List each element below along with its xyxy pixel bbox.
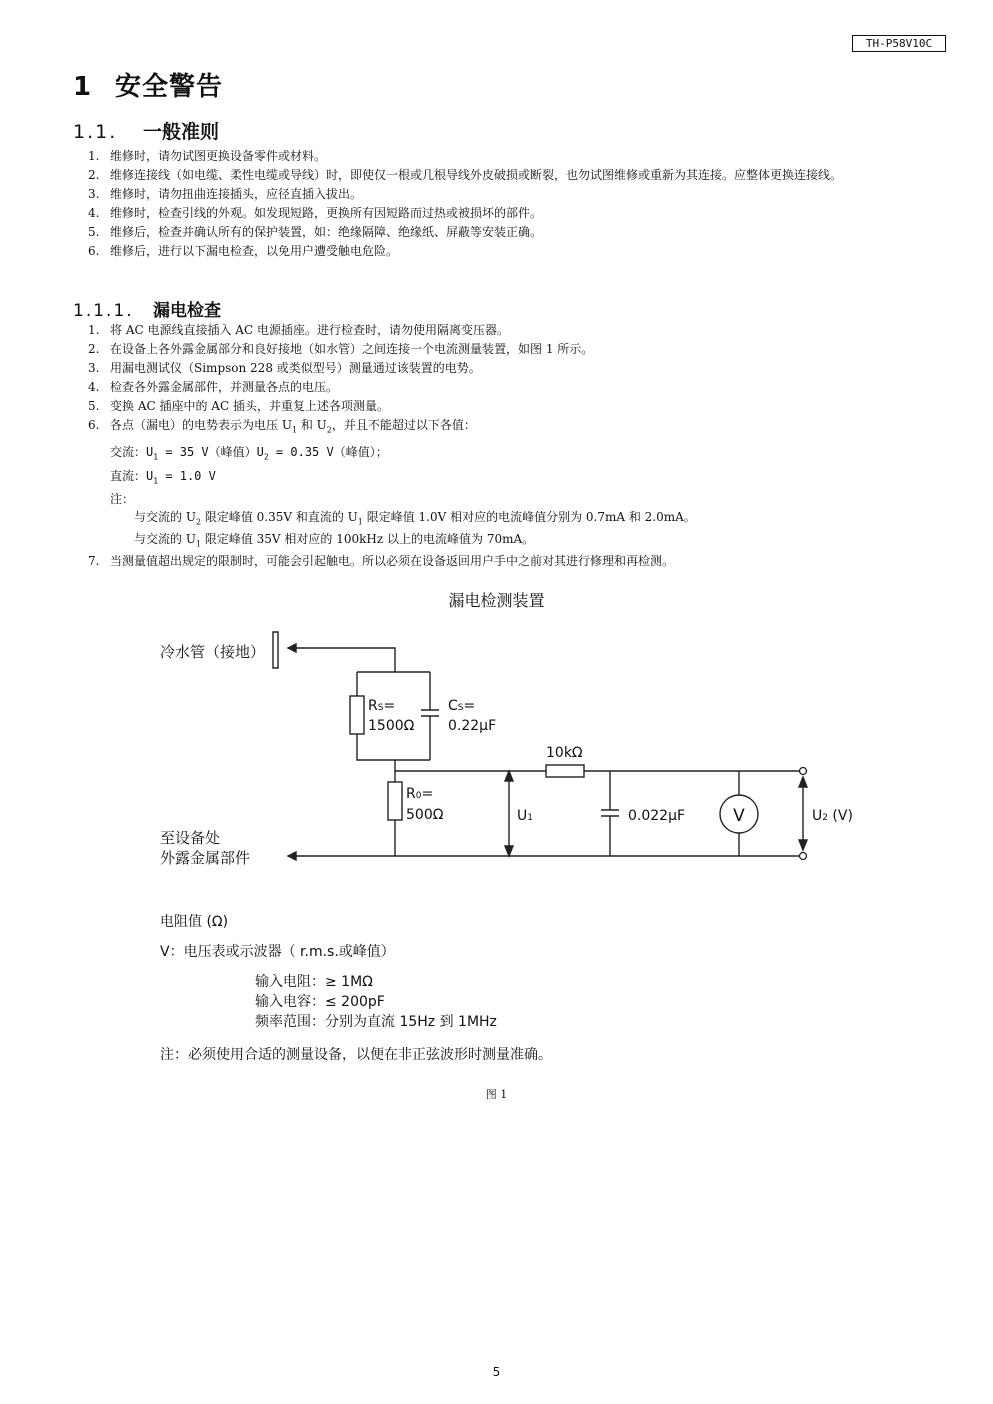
r0-label <box>406 786 433 802</box>
u2-unit: (V) <box>827 808 853 824</box>
subscript: 1 <box>357 517 363 527</box>
subscript: 1 <box>195 539 202 549</box>
item-number: 4. <box>88 206 100 220</box>
terminal-bottom <box>800 853 807 860</box>
rs-equals: = <box>383 698 396 714</box>
item-number: 5. <box>88 399 100 413</box>
cap-value-label: 0.022μF <box>628 808 686 824</box>
r0-subscript: 0 <box>415 791 422 801</box>
item-text: 在设备上各外露金属部分和良好接地（如水管）之间连接一个电流测量装置，如图 1 所示。 <box>110 342 594 356</box>
spec-input-resistance: 输入电阻：≥ 1MΩ <box>255 974 373 990</box>
item-text: 维修时，请勿试图更换设备零件或材料。 <box>110 149 327 163</box>
rs-label <box>368 698 395 714</box>
page-number: 5 <box>492 1365 501 1379</box>
subsection-title: 一般准则 <box>143 121 220 143</box>
note-text: 限定峰值 1.0V 相对应的电流峰值分别为 0.7mA 和 2.0mA。 <box>362 510 696 524</box>
subsection-number: 1.1. <box>73 121 118 143</box>
section-title: 安全警告 <box>115 72 224 102</box>
wire-to-pipe <box>288 648 395 672</box>
item-text: 检查各外露金属部件，并测量各点的电压。 <box>110 380 339 394</box>
u1-symbol: U <box>517 808 528 824</box>
subscript: 1 <box>291 425 298 435</box>
voltmeter-description: V：电压表或示波器（ r.m.s.或峰值） <box>160 944 395 960</box>
r0-equals: = <box>421 786 434 802</box>
r0-resistor <box>388 782 402 820</box>
item-number: 2. <box>88 342 100 356</box>
ac-text: = 35 V（峰值）U <box>158 445 264 459</box>
section-number: 1 <box>73 72 93 102</box>
item-text: 将 AC 电源线直接插入 AC 电源插座。进行检查时，请勿使用隔离变压器。 <box>110 323 509 337</box>
water-pipe-terminal <box>273 632 278 668</box>
item-text: 维修后，检查并确认所有的保护装置，如：绝缘隔障、绝缘纸、屏蔽等安装正确。 <box>110 225 543 239</box>
figure-title: 漏电检测装置 <box>448 591 545 610</box>
r0-value: 500Ω <box>406 807 444 823</box>
rs-bottom-wire <box>357 734 430 760</box>
u1-subscript: 1 <box>527 813 533 823</box>
cap-0022 <box>601 810 619 816</box>
subscript: 2 <box>326 425 332 435</box>
dc-text: 直流：U <box>110 469 154 483</box>
resistance-unit-note: 电阻值 (Ω) <box>160 914 229 930</box>
voltmeter-label: V <box>733 806 745 826</box>
ac-text: = 0.35 V（峰值）； <box>268 445 388 459</box>
item-text: 维修时，检查引线的外观。如发现短路，更换所有因短路而过热或被损坏的部件。 <box>110 206 543 220</box>
cs-capacitor <box>421 710 439 716</box>
note-text: 限定峰值 35V 相对应的 100kHz 以上的电流峰值为 70mA。 <box>201 532 535 546</box>
r0-symbol: R <box>406 786 416 802</box>
u2-symbol: U <box>812 808 823 824</box>
item-text: 用漏电测试仪（Simpson 228 或类似型号）测量通过该装置的电势。 <box>110 361 481 375</box>
arrow-head <box>799 777 807 787</box>
cs-subscript: S <box>457 703 464 713</box>
leak-check-number: 1.1.1. <box>73 301 134 321</box>
terminal-top <box>800 768 807 775</box>
arrow-head <box>505 771 513 781</box>
cs-equals: = <box>463 698 476 714</box>
subscript: 2 <box>263 452 269 462</box>
item-number: 6. <box>88 244 100 258</box>
spec-frequency-range: 频率范围：分别为直流 15Hz 到 1MHz <box>255 1014 497 1030</box>
note-text: 限定峰值 0.35V 和直流的 U <box>201 510 358 524</box>
ac-text: 交流：U <box>110 445 154 459</box>
metal-parts-label-1: 至设备处 <box>160 829 221 847</box>
arrow-head <box>288 644 296 652</box>
item-number: 5. <box>88 225 100 239</box>
u1-label <box>517 808 533 824</box>
item-text: 当测量值超出规定的限制时，可能会引起触电。所以必须在设备返回用户手中之前对其进行修理和再检测。 <box>110 554 675 568</box>
subscript: 1 <box>153 476 159 486</box>
measurement-note: 注：必须使用合适的测量设备，以便在非正弦波形时测量准确。 <box>160 1047 552 1063</box>
note-text: 与交流的 U <box>134 532 196 546</box>
cs-value: 0.22μF <box>448 718 497 734</box>
item-text: ，并且不能超过以下各值： <box>331 418 476 432</box>
leak-check-title: 漏电检查 <box>153 301 221 321</box>
u2-subscript: 2 <box>822 813 828 823</box>
u2-label <box>812 808 853 824</box>
subscript: 2 <box>195 517 202 527</box>
item-text: 和 U <box>297 418 327 432</box>
item-text: 维修后，进行以下漏电检查，以免用户遭受触电危险。 <box>110 244 399 258</box>
item-number: 1. <box>88 149 100 163</box>
figure-caption: 图 1 <box>485 1088 508 1101</box>
spec-input-capacitance: 输入电容：≤ 200pF <box>255 994 385 1010</box>
cs-symbol: C <box>448 698 458 714</box>
item-number: 2. <box>88 168 100 182</box>
item-text: 各点（漏电）的电势表示为电压 U <box>110 418 292 432</box>
subscript: 1 <box>153 452 159 462</box>
item-number: 3. <box>88 187 100 201</box>
rs-subscript: S <box>377 703 384 713</box>
r10k-label: 10kΩ <box>546 745 583 761</box>
dc-text: = 1.0 V <box>158 469 216 483</box>
arrow-head <box>505 846 513 856</box>
item-number: 1. <box>88 323 100 337</box>
item-number: 3. <box>88 361 100 375</box>
item-text: 变换 AC 插座中的 AC 插头，并重复上述各项测量。 <box>110 399 389 413</box>
metal-parts-label-2: 外露金属部件 <box>160 849 251 867</box>
item-text: 维修时，请勿扭曲连接插头，应径直插入拔出。 <box>110 187 363 201</box>
cs-label <box>448 698 475 714</box>
arrow-head <box>288 852 296 860</box>
item-text: 维修连接线（如电缆、柔性电缆或导线）时，即使仅一根或几根导线外皮破损或断裂，也勿试图维修或重新为其连接。应整体更换连接线。 <box>110 168 843 182</box>
item-number: 4. <box>88 380 100 394</box>
resistor-10k <box>546 765 584 777</box>
water-pipe-label: 冷水管（接地） <box>160 643 266 661</box>
item-number: 6. <box>88 418 100 432</box>
rs-symbol: R <box>368 698 378 714</box>
item-number: 7. <box>88 554 100 568</box>
note-text: 与交流的 U <box>134 510 196 524</box>
rs-value: 1500Ω <box>368 718 415 734</box>
rs-resistor <box>350 696 364 734</box>
arrow-head <box>799 840 807 850</box>
note-label: 注： <box>110 492 135 506</box>
model-number: TH-P58V10C <box>852 35 946 52</box>
